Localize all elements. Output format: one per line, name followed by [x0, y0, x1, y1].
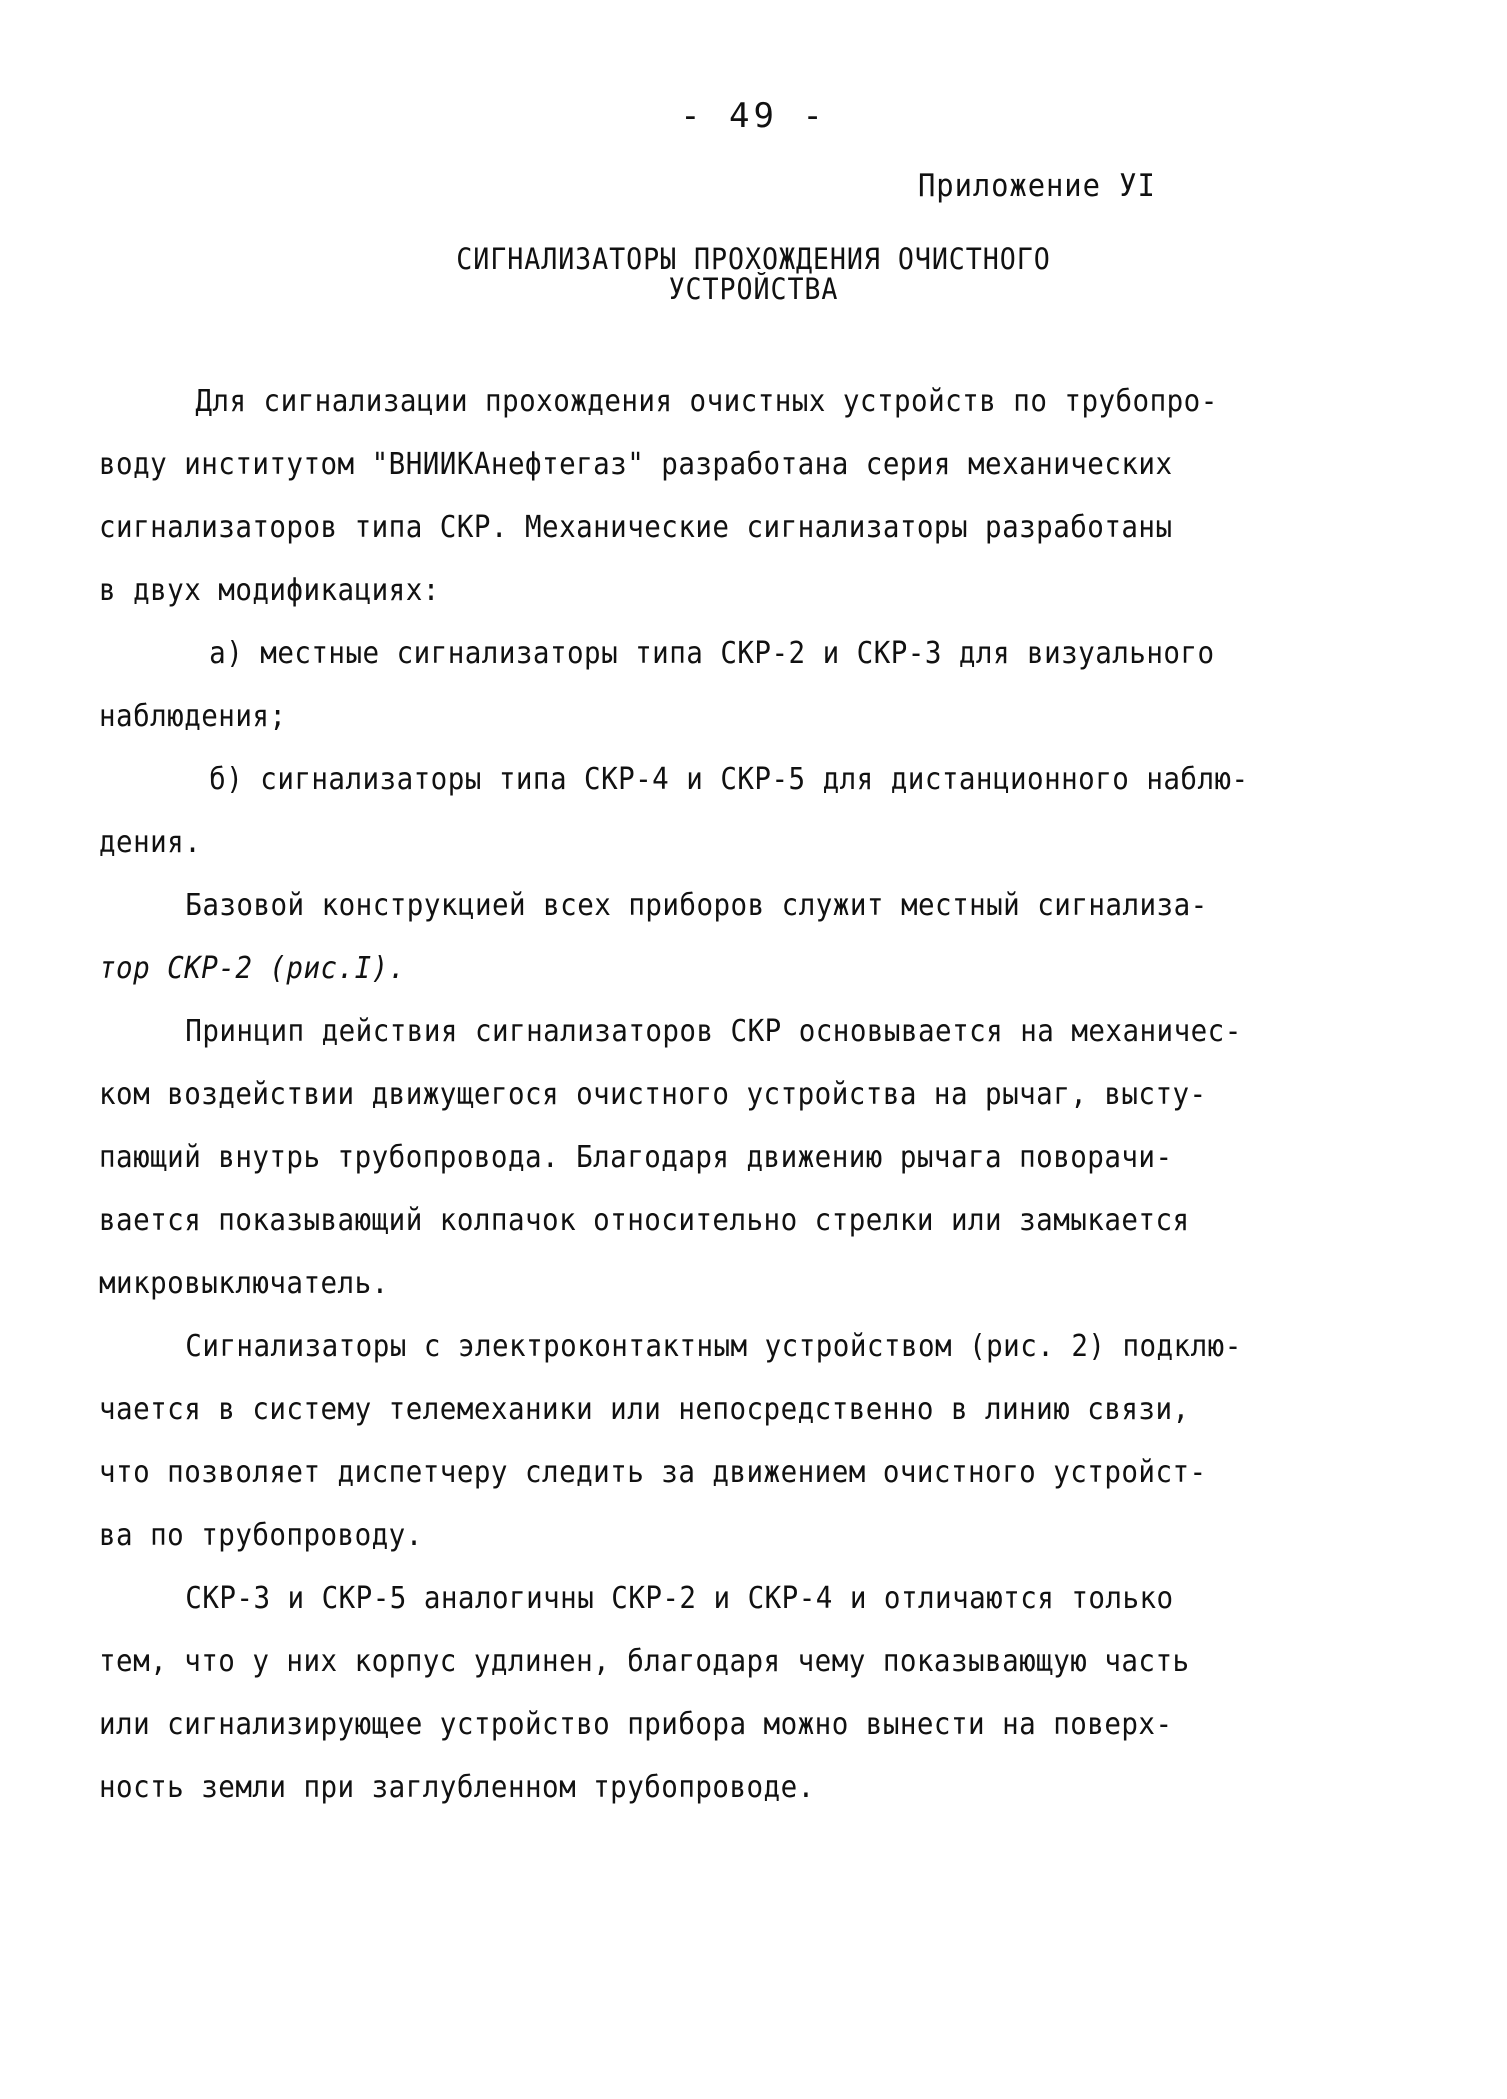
text-line: ком воздействии движущегося очистного устройства на рычаг, высту- [99, 1077, 1207, 1112]
paragraph-7 [99, 1567, 1389, 1819]
paragraph-4 [99, 874, 1389, 1000]
text-line: что позволяет диспетчеру следить за движением очистного устройст- [99, 1455, 1207, 1490]
text-line: ность земли при заглубленном трубопроводе. [99, 1770, 815, 1805]
text-line: СКР-3 и СКР-5 аналогичны СКР-2 и СКР-4 и отличаются только [185, 1581, 1174, 1616]
text-line: пающий внутрь трубопровода. Благодаря движению рычага поворачи- [99, 1140, 1173, 1175]
text-line: чается в систему телемеханики или непосредственно в линию связи, [99, 1392, 1190, 1427]
text-line: ва по трубопроводу. [99, 1518, 423, 1553]
page-number: - 49 - [680, 96, 827, 136]
text-line: наблюдения; [99, 699, 287, 734]
text-line: б) сигнализаторы типа СКР-4 и СКР-5 для дистанционного наблю- [209, 762, 1249, 797]
text-line: в двух модификациях: [99, 573, 440, 608]
text-line: а) местные сигнализаторы типа СКР-2 и СКР-3 для визуального [209, 636, 1215, 671]
text-line: сигнализаторов типа СКР. Механические сигнализаторы разработаны [99, 510, 1173, 545]
paragraph-2 [99, 622, 1389, 748]
text-line: Базовой конструкцией всех приборов служит местный сигнализа- [185, 888, 1208, 923]
text-line: Сигнализаторы с электроконтактным устройством (рис. 2) подклю- [185, 1329, 1242, 1364]
paragraph-3 [99, 748, 1389, 874]
text-line: вается показывающий колпачок относительно стрелки или замыкается [99, 1203, 1190, 1238]
text-line: Принцип действия сигнализаторов СКР основывается на механичес- [185, 1014, 1242, 1049]
paragraph-1 [99, 370, 1389, 622]
document-title [0, 244, 1507, 304]
paragraph-5 [99, 1000, 1389, 1315]
text-line: Для сигнализации прохождения очистных устройств по трубопро- [195, 384, 1218, 419]
text-line: тор СКР-2 (рис.I). [99, 951, 406, 986]
text-line: или сигнализирующее устройство прибора можно вынести на поверх- [99, 1707, 1173, 1742]
title-line: СИГНАЛИЗАТОРЫ ПРОХОЖДЕНИЯ ОЧИСТНОГО [456, 242, 1051, 276]
text-line: тем, что у них корпус удлинен, благодаря чему показывающую часть [99, 1644, 1190, 1679]
body-text [99, 370, 1389, 1819]
appendix-label: Приложение УI [918, 168, 1156, 204]
title-line: УСТРОЙСТВА [668, 272, 839, 306]
text-line: микровыключатель. [99, 1266, 389, 1301]
text-line: воду институтом "ВНИИКАнефтегаз" разработана серия механических [99, 447, 1173, 482]
paragraph-6 [99, 1315, 1389, 1567]
text-line: дения. [99, 825, 202, 860]
